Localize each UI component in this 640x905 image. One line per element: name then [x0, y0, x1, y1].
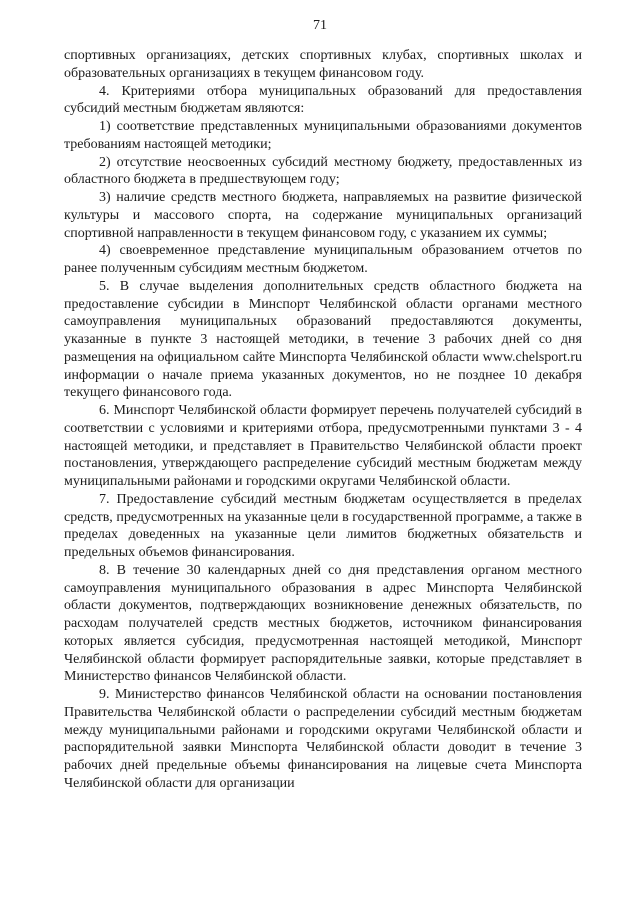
- paragraph-item-7: 7. Предоставление субсидий местным бюджетам осуществляется в пределах средств, предусмотренных на указанные цели в государственной программе, а также в пределах доведенных на указанные цели лимитов бюджетных обязательств и предельных объемов финансирования.: [64, 491, 582, 560]
- subitem-1: 1) соответствие представленных муниципальными образованиями документов требованиям настоящей методики;: [64, 119, 582, 152]
- subitem-3: 3) наличие средств местного бюджета, направляемых на развитие физической культуры и массового спорта, на содержание муниципальных организаций спортивной направленности в текущем финансовом году, с указанием их суммы;: [64, 190, 582, 241]
- subitem-4: 4) своевременное представление муниципальным образованием отчетов по ранее полученным субсидиям местным бюджетом.: [64, 243, 582, 276]
- page-number: 71: [313, 18, 327, 33]
- paragraph-item-9: 9. Министерство финансов Челябинской области на основании постановления Правительства Челябинской области о распределении субсидий местным бюджетам между муниципальными районами и городскими округами Челябинской области и распорядительной заявки Минспорта Челябинской области доводит в течение 3 рабочих дней предельные объемы финансирования на лицевые счета Минспорта Челябинской области для организации: [64, 687, 582, 791]
- document-body: [64, 47, 582, 793]
- paragraph-item-8: 8. В течение 30 календарных дней со дня представления органом местного самоуправления муниципального образования в адрес Минспорта Челябинской области документов, подтверждающих возникновение денежных обязательств, по расходам получателей средств местных бюджетов, источником финансирования которых является субсидия, предусмотренная настоящей методикой, Минспорт Челябинской области формирует распорядительные заявки, которые представляет в Министерство финансов Челябинской области.: [64, 562, 582, 685]
- paragraph-item-6: 6. Минспорт Челябинской области формирует перечень получателей субсидий в соответствии с условиями и критериями отбора, предусмотренными пунктами 3 - 4 настоящей методики, и представляет в Правительство Челябинской области проект постановления, утверждающего распределение субсидий местным бюджетам между муниципальными районами и городскими округами Челябинской области.: [64, 403, 582, 489]
- paragraph-continuation: спортивных организациях, детских спортивных клубах, спортивных школах и образовательных организациях в текущем финансовом году.: [64, 48, 582, 81]
- paragraph-item-5: 5. В случае выделения дополнительных средств областного бюджета на предоставление субсидии в Минспорт Челябинской области органами местного самоуправления муниципальных образований предоставляются документы, указанные в пункте 3 настоящей методики, в течение 3 рабочих дней со дня размещения на официальном сайте Минспорта Челябинской области www.chelsport.ru информации о начале приема указанных документов, но не позднее 10 декабря текущего финансового года.: [64, 278, 582, 401]
- paragraph-item-4: 4. Критериями отбора муниципальных образований для предоставления субсидий местным бюджетам являются:: [64, 83, 582, 117]
- subitem-2: 2) отсутствие неосвоенных субсидий местному бюджету, предоставленных из областного бюджета в предшествующем году;: [64, 154, 582, 188]
